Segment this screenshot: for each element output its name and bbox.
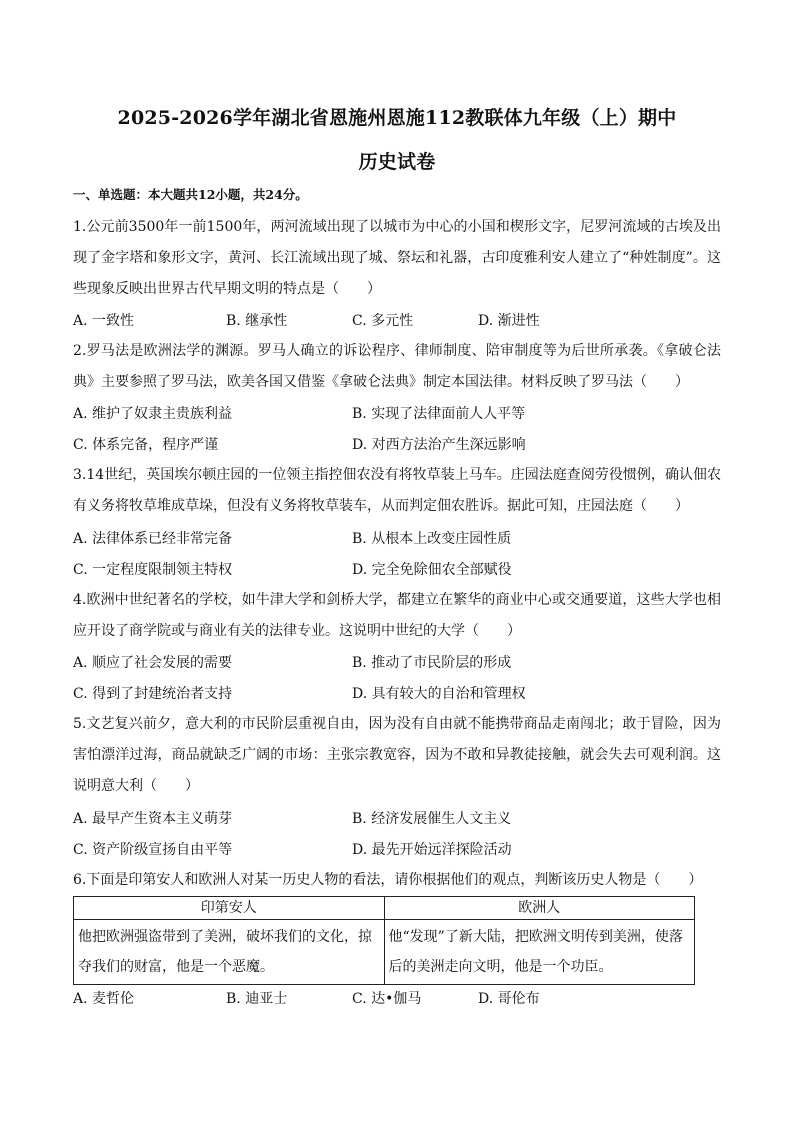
table-header-indians: 印第安人 bbox=[74, 897, 385, 920]
question-2-option-b: B. 实现了法律面前人人平等 bbox=[352, 406, 526, 422]
question-3-stem: 3.14世纪，英国埃尔顿庄园的一位领主指控佃农没有将牧草装上马车。庄园法庭查阅劳役惯例，确认佃农有义务将牧草堆成草垛，但没有义务将牧草装车，从而判定佃农胜诉。据此可知，庄园法庭（ ） bbox=[73, 467, 721, 514]
question-6-option-a: A. 麦哲伦 bbox=[73, 991, 135, 1007]
question-1-stem: 1.公元前3500年一前1500年，两河流域出现了以城市为中心的小国和楔形文字，尼罗河流域的古埃及出现了金字塔和象形文字，黄河、长江流域出现了城、祭坛和礼器，古印度雅利安人建立了“种姓制度”。这些现象反映出世界古代早期文明的特点是（ ） bbox=[73, 219, 721, 297]
question-2-stem: 2.罗马法是欧洲法学的渊源。罗马人确立的诉讼程序、律师制度、陪审制度等为后世所承袭。《拿破仑法典》主要参照了罗马法，欧美各国又借鉴《拿破仑法典》制定本国法律。材料反映了罗马法（ ） bbox=[73, 343, 721, 390]
question-6-option-d: D. 哥伦布 bbox=[478, 991, 540, 1007]
question-5-option-b: B. 经济发展催生人文主义 bbox=[352, 811, 512, 827]
question-5-stem: 5.文艺复兴前夕，意大利的市民阶层重视自由，因为没有自由就不能携带商品走南闯北；敢于冒险，因为害怕漂洋过海，商品就缺乏广阔的市场：主张宗教宽容，因为不敢和异教徒接触，就会失去可观利润。这说明意大利（ ） bbox=[73, 716, 721, 794]
question-2-option-a: A. 维护了奴隶主贵族利益 bbox=[73, 406, 233, 422]
question-6-stem: 6.下面是印第安人和欧洲人对某一历史人物的看法，请你根据他们的观点，判断该历史人物是（ ） bbox=[73, 872, 703, 888]
table-header-europeans: 欧洲人 bbox=[384, 897, 695, 920]
question-2-option-c: C. 体系完备，程序严谨 bbox=[73, 437, 219, 453]
question-3-option-a: A. 法律体系已经非常完备 bbox=[73, 531, 233, 547]
question-4-stem: 4.欧洲中世纪著名的学校，如牛津大学和剑桥大学，都建立在繁华的商业中心或交通要道，这些大学也相应开设了商学院或与商业有关的法律专业。这说明中世纪的大学（ ） bbox=[73, 592, 721, 639]
question-6-table bbox=[73, 896, 695, 985]
question-3-option-c: C. 一定程度限制领主特权 bbox=[73, 562, 233, 578]
exam-title: 2025-2026学年湖北省恩施州恩施112教联体九年级（上）期中 bbox=[117, 107, 677, 129]
question-3-option-b: B. 从根本上改变庄园性质 bbox=[352, 531, 512, 547]
question-1-option-a: A. 一致性 bbox=[73, 313, 135, 329]
question-1-option-d: D. 渐进性 bbox=[478, 313, 540, 329]
question-3-option-d: D. 完全免除佃农全部赋役 bbox=[352, 562, 512, 578]
question-4-option-d: D. 具有较大的自治和管理权 bbox=[352, 686, 526, 702]
question-6-option-b: B. 迪亚士 bbox=[226, 991, 288, 1007]
question-4-option-c: C. 得到了封建统治者支持 bbox=[73, 686, 233, 702]
question-5-option-d: D. 最先开始远洋探险活动 bbox=[352, 842, 512, 858]
section-heading: 一、单选题：本大题共12小题，共24分。 bbox=[73, 187, 308, 202]
question-4-option-b: B. 推动了市民阶层的形成 bbox=[352, 655, 512, 671]
question-1-option-b: B. 继承性 bbox=[226, 313, 288, 329]
exam-subtitle: 历史试卷 bbox=[358, 151, 436, 173]
question-1-option-c: C. 多元性 bbox=[352, 313, 414, 329]
table-cell-indians-view: 他把欧洲强盗带到了美洲，破坏我们的文化，掠夺我们的财富，他是一个恶魔。 bbox=[74, 920, 385, 985]
table-cell-europeans-view: 他“发现”了新大陆，把欧洲文明传到美洲，使落后的美洲走向文明，他是一个功臣。 bbox=[384, 920, 695, 985]
question-5-option-c: C. 资产阶级宣扬自由平等 bbox=[73, 842, 233, 858]
question-6-option-c: C. 达•伽马 bbox=[352, 991, 422, 1007]
question-4-option-a: A. 顺应了社会发展的需要 bbox=[73, 655, 233, 671]
question-5-option-a: A. 最早产生资本主义萌芽 bbox=[73, 811, 233, 827]
question-2-option-d: D. 对西方法治产生深远影响 bbox=[352, 437, 526, 453]
